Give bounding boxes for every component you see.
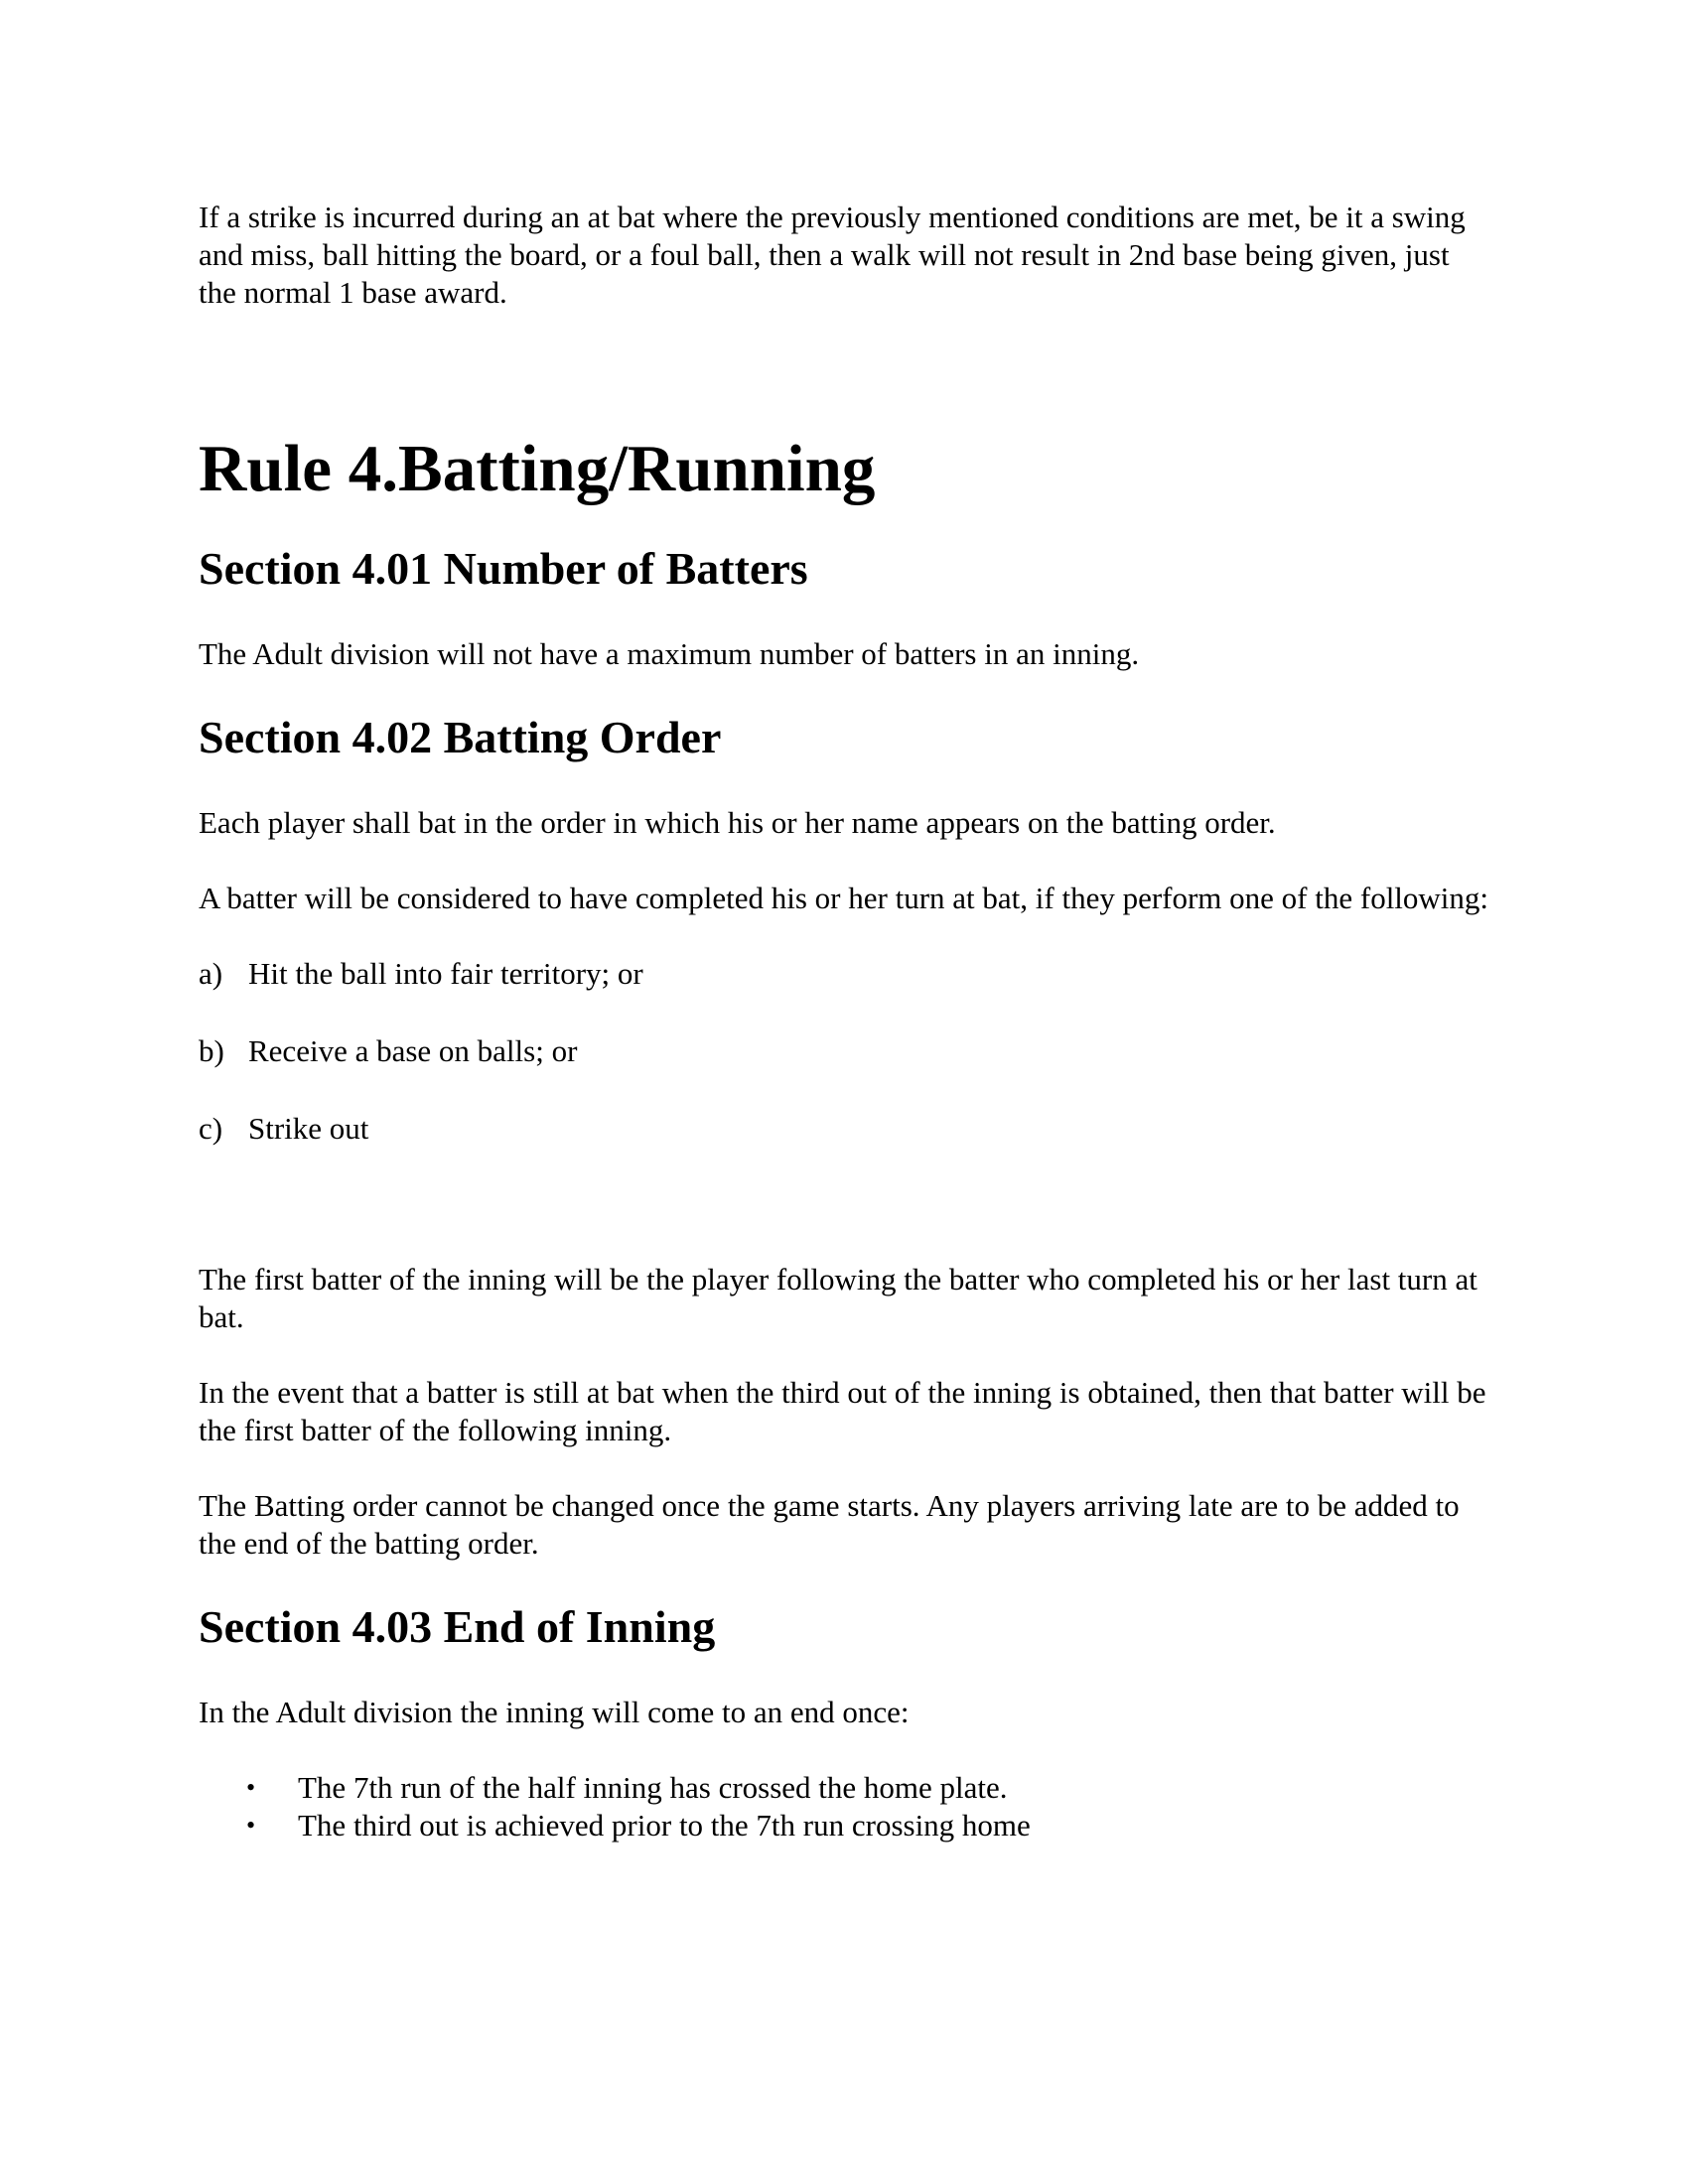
list-marker: b) [199, 1033, 224, 1068]
list-item-text: Receive a base on balls; or [248, 1033, 578, 1068]
bullet-list-item [246, 1807, 1489, 1844]
section-4-02-paragraph: Each player shall bat in the order in which his or her name appears on the batting order. [199, 805, 1276, 840]
rule-title: Rule 4.Batting/Running [199, 432, 876, 505]
bullet-list-item [246, 1769, 1489, 1807]
section-4-03-paragraph: In the Adult division the inning will come to an end once: [199, 1695, 910, 1729]
end-of-inning-bullet-list [199, 1769, 1489, 1844]
section-4-02-paragraph: A batter will be considered to have completed his or her turn at bat, if they perform one of the following: [199, 881, 1489, 915]
list-item-text: Strike out [248, 1111, 369, 1146]
list-marker: a) [199, 956, 223, 991]
list-marker: c) [199, 1111, 223, 1146]
bullet-text: The 7th run of the half inning has crossed the home plate. [298, 1770, 1008, 1805]
intro-paragraph: If a strike is incurred during an at bat where the previously mentioned conditions are met, be it a swing and miss, ball hitting the board, or a foul ball, then a walk will not result in 2nd base being given, just the normal 1 base award. [199, 200, 1466, 310]
bullet-icon: • [246, 1773, 256, 1802]
section-4-02-paragraph: The first batter of the inning will be the player following the batter who completed his or her last turn at bat. [199, 1262, 1477, 1334]
batting-completion-list [199, 955, 1489, 1148]
section-heading-4-02: Section 4.02 Batting Order [199, 712, 722, 762]
document-page [199, 199, 1489, 1844]
section-4-02-paragraph: The Batting order cannot be changed once the game starts. Any players arriving late are to be added to the end of the batting order. [199, 1488, 1460, 1561]
bullet-text: The third out is achieved prior to the 7th run crossing home [298, 1808, 1031, 1843]
list-item [199, 1032, 1489, 1070]
section-heading-4-03: Section 4.03 End of Inning [199, 1601, 716, 1652]
bullet-icon: • [246, 1811, 256, 1840]
section-4-01-paragraph: The Adult division will not have a maximum number of batters in an inning. [199, 636, 1140, 671]
list-item [199, 1110, 1489, 1148]
list-item [199, 955, 1489, 993]
section-heading-4-01: Section 4.01 Number of Batters [199, 543, 808, 594]
section-4-02-paragraph: In the event that a batter is still at bat when the third out of the inning is obtained, then that batter will be the first batter of the following inning. [199, 1375, 1486, 1447]
list-item-text: Hit the ball into fair territory; or [248, 956, 643, 991]
